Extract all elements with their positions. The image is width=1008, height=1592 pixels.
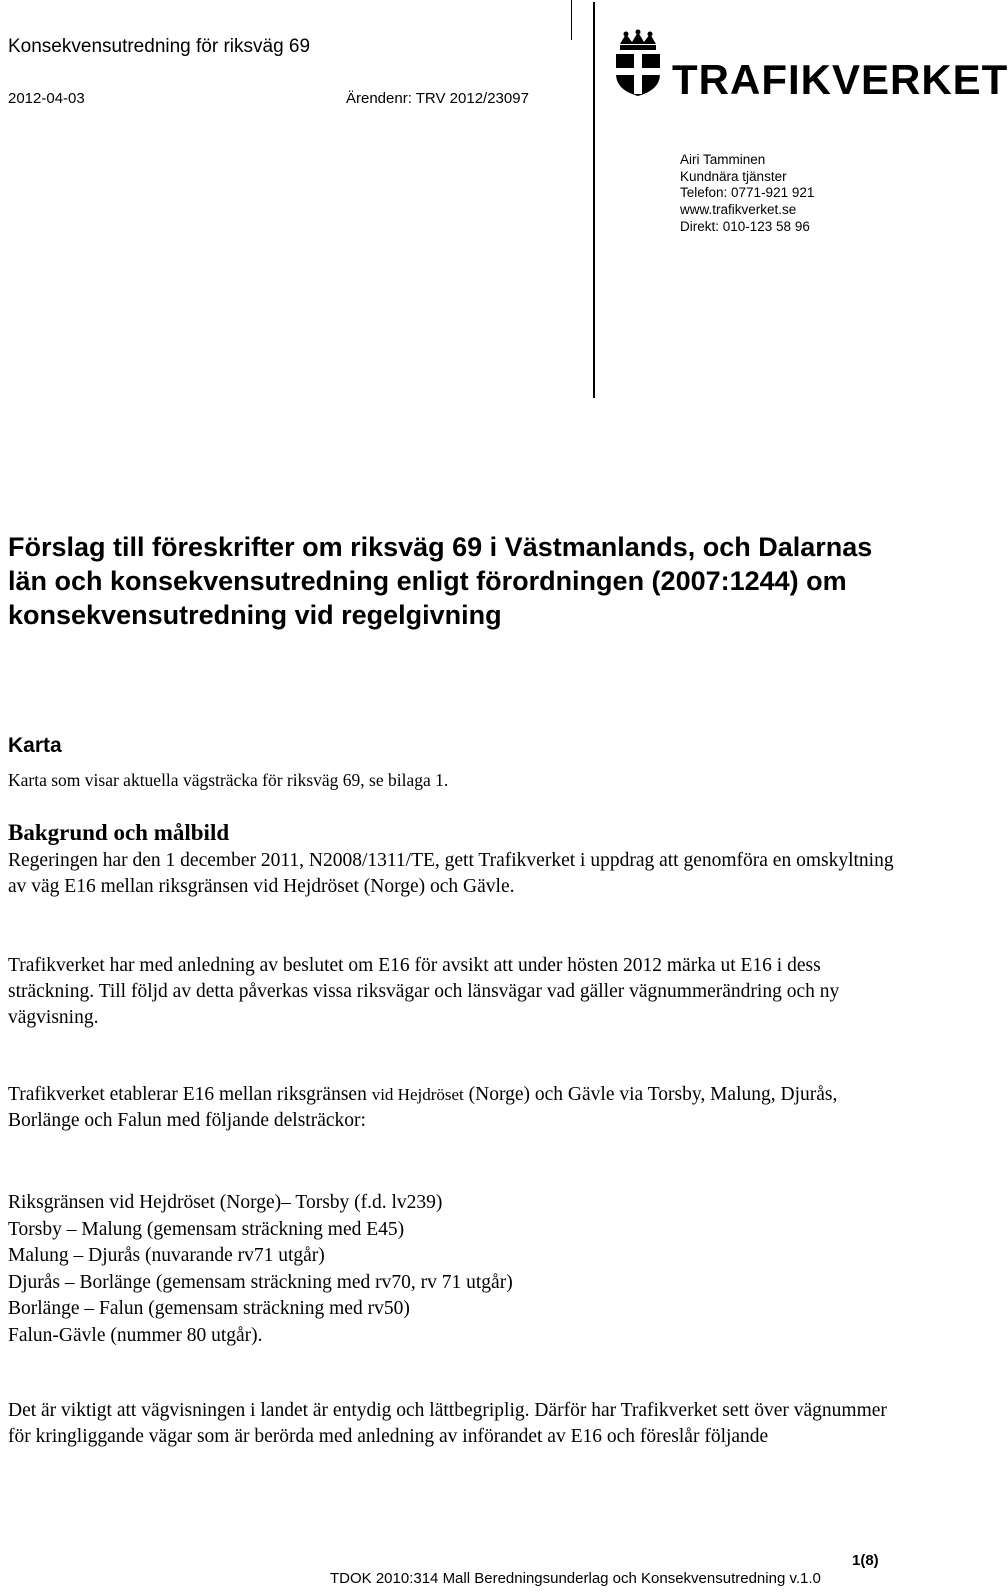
section-heading-bakgrund: Bakgrund och målbild [8, 820, 230, 845]
document-title: Konsekvensutredning för riksväg 69 [8, 36, 311, 57]
contact-name: Airi Tamminen [680, 152, 766, 167]
page-number: 1(8) [852, 1552, 879, 1569]
header-divider [593, 2, 595, 398]
paragraph-3-part-a: Trafikverket etablerar E16 mellan riksgränsen [8, 1084, 372, 1105]
document-date: 2012-04-03 [8, 90, 85, 107]
contact-web-link[interactable]: www.trafikverket.se [680, 202, 797, 218]
list-item: Malung – Djurås (nuvarande rv71 utgår) [8, 1245, 325, 1267]
list-item: Riksgränsen vid Hejdröset (Norge)– Torsby (f.d. lv239) [8, 1192, 443, 1213]
footer-template-id: TDOK 2010:314 Mall Beredningsunderlag och Konsekvensutredning v.1.0 [330, 1570, 821, 1587]
paragraph-3 [8, 1082, 908, 1134]
crown-shield-logo-icon [612, 30, 664, 103]
list-item: Falun-Gävle (nummer 80 utgår). [8, 1324, 263, 1346]
main-heading: Förslag till föreskrifter om riksväg 69 i Västmanlands, och Dalarnas län och konsekvensutredning enligt förordningen (2007:1244) om konsekvensutredning vid regelgivning [8, 532, 873, 630]
paragraph-2: Trafikverket har med anledning av beslutet om E16 för avsikt att under hösten 2012 märka ut E16 i dess sträckning. Till följd av detta påverkas vissa riksvägar och länsvägar vad gäller vägnummerändring och ny vägvisning. [8, 955, 840, 1028]
logo-wordmark: TRAFIKVERKET [672, 56, 1008, 103]
contact-department: Kundnära tjänster [680, 168, 787, 184]
header-divider-short [571, 0, 572, 40]
paragraph-1: Regeringen har den 1 december 2011, N2008/1311/TE, gett Trafikverket i uppdrag att genomföra en omskyltning av väg E16 mellan riksgränsen vid Hejdröset (Norge) och Gävle. [8, 850, 894, 897]
paragraph-4: Det är viktigt att vägvisningen i landet är entydig och lättbegriplig. Därför har Trafikverket sett över vägnummer för kringliggande vägar som är berörda med anledning av införandet av E16 och föreslår följande [8, 1400, 887, 1447]
contact-phone: Telefon: 0771-921 921 [680, 185, 815, 201]
list-item: Borlänge – Falun (gemensam sträckning med rv50) [8, 1298, 410, 1320]
contact-direct: Direkt: 010-123 58 96 [680, 218, 810, 234]
route-list [8, 1190, 513, 1350]
list-item: Djurås – Borlänge (gemensam sträckning med rv70, rv 71 utgår) [8, 1271, 513, 1293]
karta-text: Karta som visar aktuella vägsträcka för riksväg 69, se bilaga 1. [8, 770, 449, 790]
contact-block [680, 152, 814, 236]
paragraph-3-part-c: (Norge) och Gävle via Torsby, Malung, Djurås, Borlänge och Falun med följande delsträckor: [8, 1084, 838, 1131]
case-number: Ärendenr: TRV 2012/23097 [346, 90, 529, 107]
paragraph-3-part-b: vid Hejdröset [371, 1085, 464, 1104]
section-heading-karta: Karta [8, 734, 62, 757]
list-item: Torsby – Malung (gemensam sträckning med E45) [8, 1218, 405, 1240]
